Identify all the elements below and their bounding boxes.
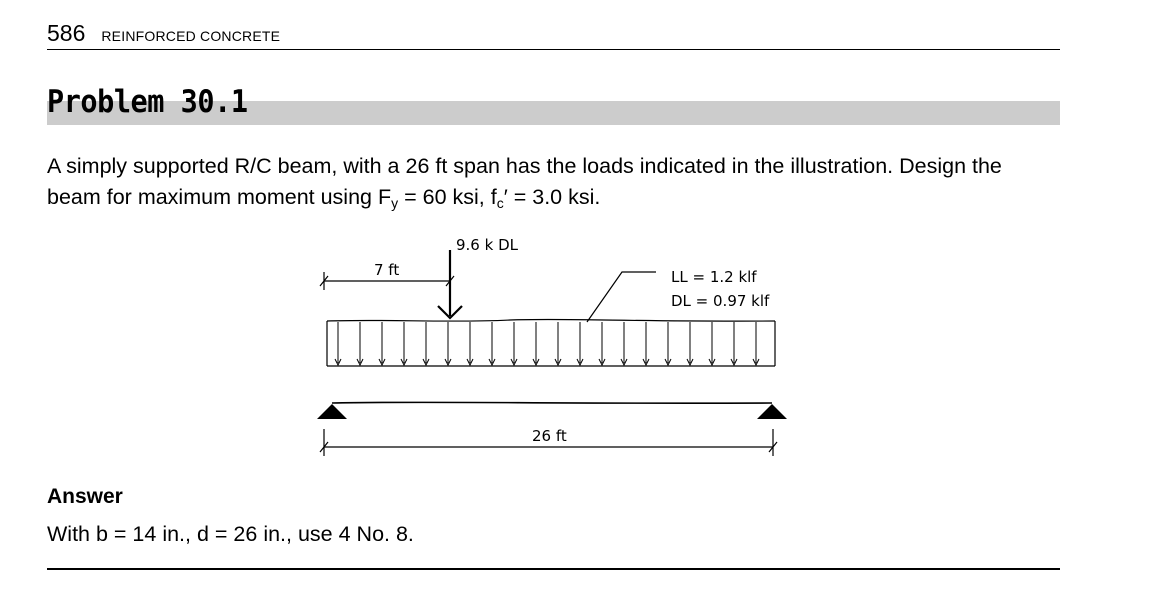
header-rule bbox=[47, 49, 1060, 50]
beam bbox=[332, 402, 772, 403]
point-load-label: 9.6 k DL bbox=[456, 236, 518, 254]
uniform-load-leader bbox=[587, 272, 656, 322]
distance-label-7ft: 7 ft bbox=[374, 261, 400, 279]
statement-line-1: A simply supported R/C beam, with a 26 ft span has the loads indicated in the illustration. Design the bbox=[47, 154, 1002, 178]
problem-title: Problem 30.1 bbox=[47, 84, 248, 120]
fc-prime: ′ bbox=[503, 185, 508, 209]
answer-heading: Answer bbox=[47, 485, 123, 508]
right-support-icon bbox=[757, 404, 787, 419]
statement-text: beam for maximum moment using F bbox=[47, 185, 392, 209]
left-support-icon bbox=[317, 404, 347, 419]
fy-subscript: y bbox=[391, 195, 399, 211]
fc-subscript: c bbox=[496, 195, 504, 211]
problem-statement bbox=[47, 151, 1067, 213]
footer-rule bbox=[47, 568, 1060, 570]
uniform-load-ll-label: LL = 1.2 klf bbox=[671, 268, 757, 286]
section-title: REINFORCED CONCRETE bbox=[101, 28, 281, 44]
span-label: 26 ft bbox=[532, 427, 567, 445]
running-head bbox=[47, 20, 280, 47]
statement-text: = 3.0 ksi. bbox=[507, 185, 601, 209]
beam-diagram bbox=[310, 228, 800, 462]
statement-line-2 bbox=[47, 182, 1067, 213]
page-number: 586 bbox=[47, 20, 86, 46]
uniform-load-dl-label: DL = 0.97 klf bbox=[671, 292, 770, 310]
statement-text: = 60 ksi, f bbox=[398, 185, 497, 209]
answer-text: With b = 14 in., d = 26 in., use 4 No. 8. bbox=[47, 522, 414, 546]
uniform-load-top bbox=[327, 319, 775, 321]
